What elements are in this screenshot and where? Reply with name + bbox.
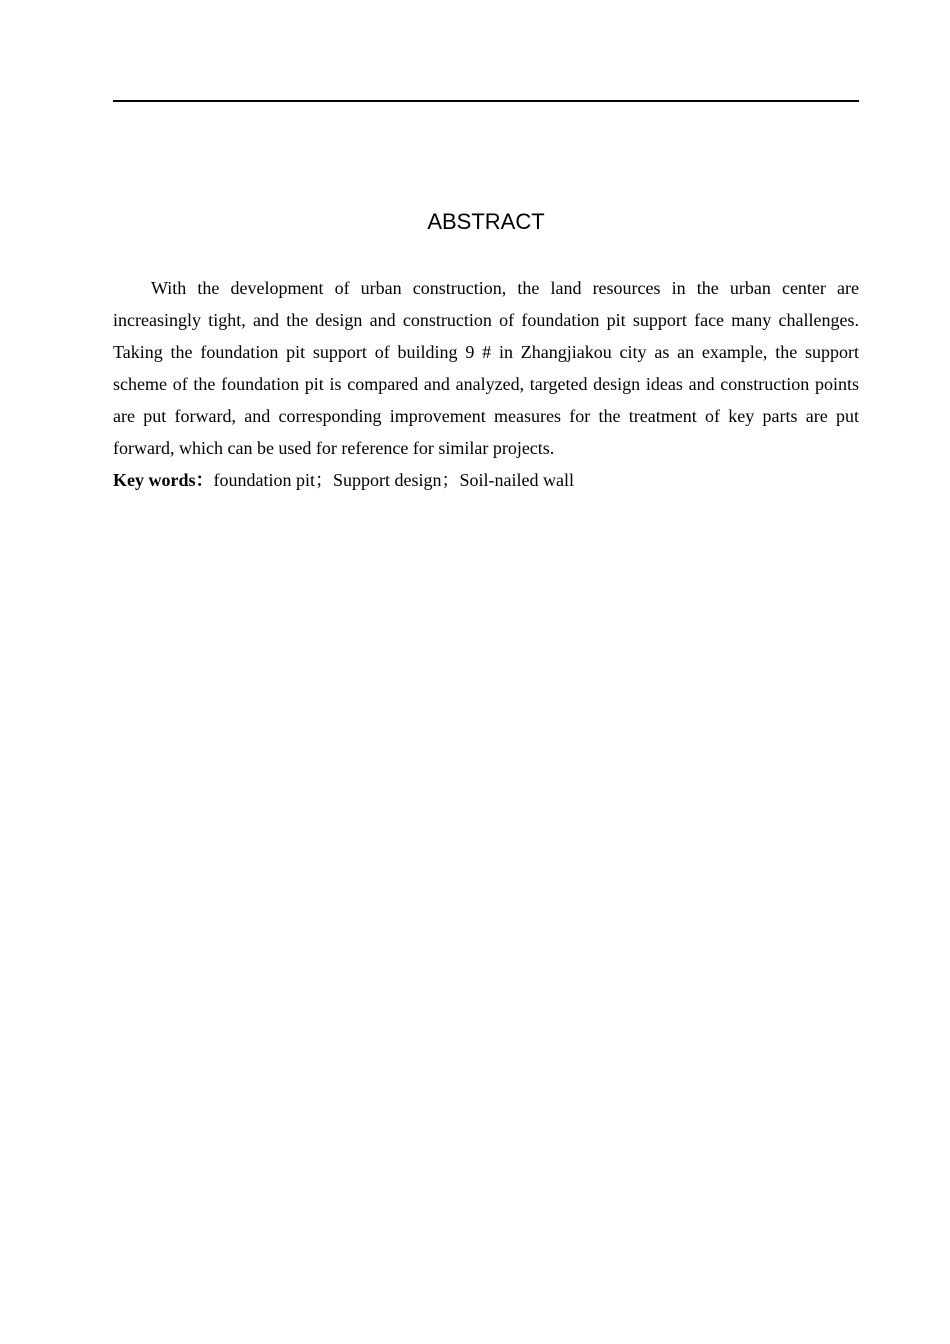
keyword-item: Support design xyxy=(333,470,442,490)
keyword-separator: ； xyxy=(441,470,460,490)
keyword-item: Soil-nailed wall xyxy=(459,470,574,490)
abstract-body: With the development of urban construction, the land resources in the urban center are increasingly tight, and the design and construction of foundation pit support face many challenges. Taking the foundation pit support of building 9 # in Zhangjiakou city as an example, the support scheme of the foundation pit is compared and analyzed, targeted design ideas and construction points are put forward, and corresponding improvement measures for the treatment of key parts are put forward, which can be used for reference for similar projects. xyxy=(113,278,859,458)
keywords-label: Key words： xyxy=(113,470,214,490)
keyword-separator: ； xyxy=(315,470,333,490)
header-rule xyxy=(113,100,859,102)
abstract-title: ABSTRACT xyxy=(427,209,545,234)
keywords-line xyxy=(113,464,859,496)
keyword-item: foundation pit xyxy=(213,470,315,490)
